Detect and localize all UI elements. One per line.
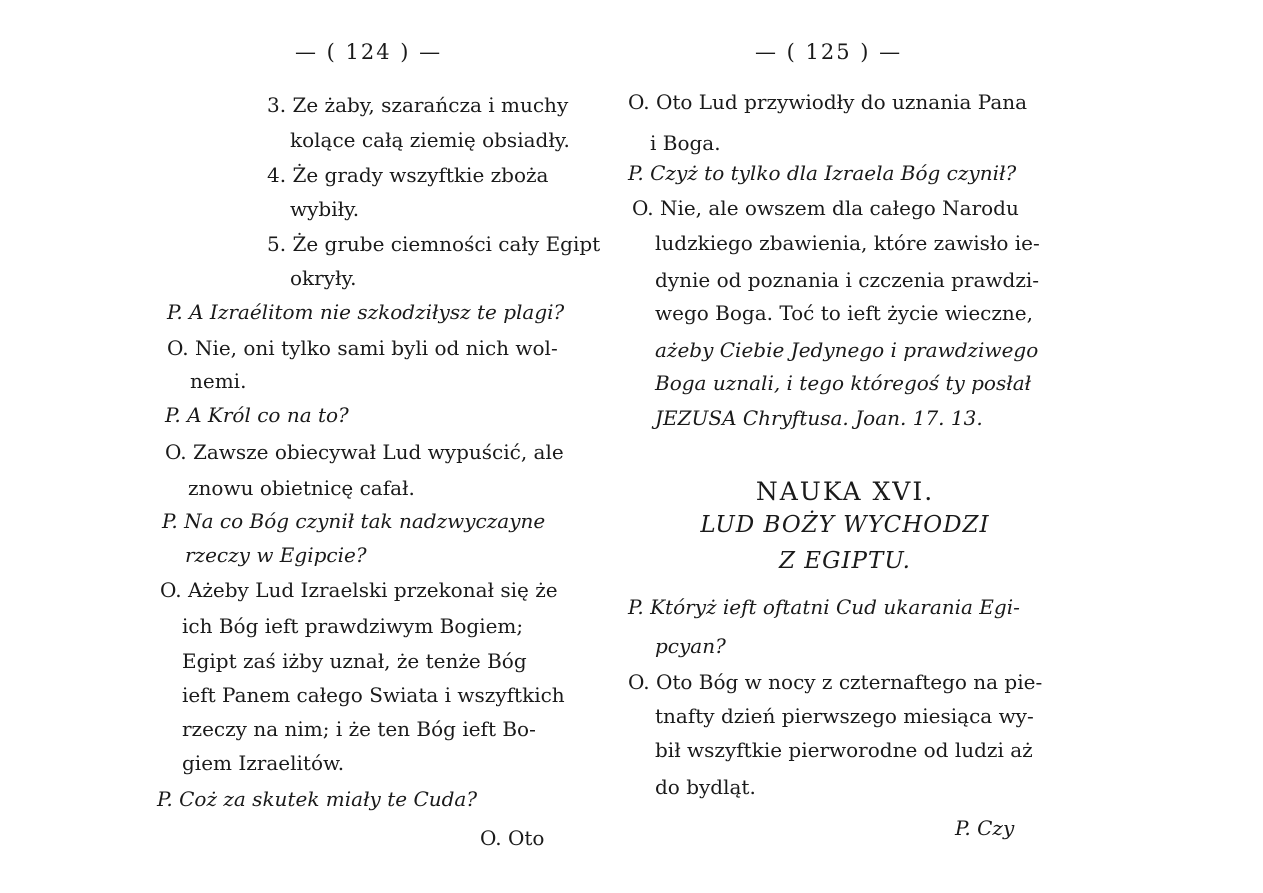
text-line: giem Izraelitów. [182, 751, 345, 775]
text-line: nemi. [190, 369, 247, 393]
answer-line: O. Oto Bóg w nocy z czternaftego na pie- [628, 670, 1043, 694]
section-title: NAUKA XVI. [755, 477, 935, 506]
question-line: P. Któryż ieft oftatni Cud ukarania Egi- [628, 595, 1020, 619]
section-subtitle-2: Z EGIPTU. [779, 548, 911, 574]
question-line: P. Na co Bóg czynił tak nadzwyczayne [162, 509, 546, 533]
text-line: tnafty dzień pierwszego miesiąca wy- [655, 704, 1034, 728]
answer-line: O. Zawsze obiecywał Lud wypuścić, ale [165, 440, 564, 464]
catchword: O. Oto [480, 826, 545, 850]
text-line: wego Boga. Toć to ieft życie wieczne, [655, 301, 1033, 325]
text-line: ludzkiego zbawienia, które zawisło ie- [655, 231, 1040, 255]
catchword: P. Czy [955, 816, 1015, 840]
text-line: ich Bóg ieft prawdziwym Bogiem; [182, 614, 524, 638]
text-line: bił wszyftkie pierworodne od ludzi aż [655, 738, 1033, 762]
text-line: znowu obietnicę cafał. [188, 476, 415, 500]
answer-line: O. Ażeby Lud Izraelski przekonał się że [160, 578, 558, 602]
text-line: do bydląt. [655, 775, 756, 799]
text-line: ieft Panem całego Swiata i wszyftkich [182, 683, 565, 707]
text-line: rzeczy w Egipcie? [185, 543, 367, 567]
text-line: 5. Że grube ciemności cały Egipt [267, 232, 601, 256]
text-line: rzeczy na nim; i że ten Bóg ieft Bo- [182, 717, 536, 741]
text-line: ażeby Ciebie Jedynego i prawdziwego [655, 338, 1039, 362]
question-line: P. A Król co na to? [165, 403, 349, 427]
text-line: Boga uznali, i tego któregoś ty posłał [655, 371, 1032, 395]
text-line: i Boga. [650, 131, 721, 155]
answer-line: O. Nie, ale owszem dla całego Narodu [632, 196, 1019, 220]
text-line: JEZUSA Chryftusa. Joan. 17. 13. [655, 406, 983, 430]
page-header: — ( 125 ) — [755, 40, 903, 64]
answer-line: O. Oto Lud przywiodły do uznania Pana [628, 90, 1028, 114]
page-header: — ( 124 ) — [295, 40, 443, 64]
text-line: wybiły. [290, 197, 360, 221]
answer-line: O. Nie, oni tylko sami byli od nich wol- [167, 336, 558, 360]
question-line: P. Coż za skutek miały te Cuda? [157, 787, 478, 811]
text-line: kolące całą ziemię obsiadły. [290, 128, 570, 152]
question-line: P. A Izraélitom nie szkodziłysz te plagi? [167, 300, 565, 324]
text-line: dynie od poznania i czczenia prawdzi- [655, 268, 1040, 292]
text-line: 4. Że grady wszyftkie zboża [267, 163, 549, 187]
text-line: Egipt zaś iżby uznał, że tenże Bóg [182, 649, 527, 673]
text-line: okryły. [290, 266, 357, 290]
section-subtitle-1: LUD BOŻY WYCHODZI [700, 512, 990, 538]
text-line: pcyan? [655, 634, 726, 658]
question-line: P. Czyż to tylko dla Izraela Bóg czynił? [628, 161, 1017, 185]
text-line: 3. Ze żaby, szarańcza i muchy [267, 93, 569, 117]
